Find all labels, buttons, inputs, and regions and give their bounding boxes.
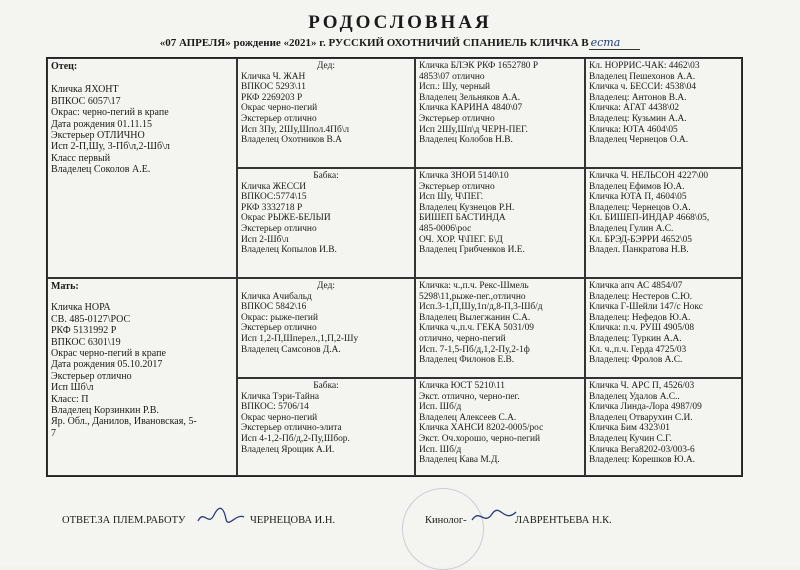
ggp-cell-1 [415, 58, 585, 168]
gb-line: Владелец Ефимов Ю.А. [589, 181, 685, 192]
mother-line: Дата рождения 05.10.2017 [51, 359, 163, 371]
fff-line: Кличка КАРИНА 4840\07 [419, 103, 523, 114]
mff-line: Кличка: ч.,п.ч. Рекс-Шмель [419, 281, 529, 291]
father-line: Дата рождения 01.11.15 [51, 118, 153, 130]
fff-line: Владелец Зельняков А.А. [419, 92, 521, 103]
ffm-line: Владелец Грибченков И.Е. [419, 245, 525, 256]
mmf-line: Кличка ХАНСИ 8202-0005/рос [419, 423, 544, 434]
father-head: Отец: [51, 61, 78, 72]
gc-line: Кличка: п.ч. РУШ 4905/08 [589, 323, 695, 334]
gd-line: Владелец Кучин С.Г. [589, 433, 672, 444]
father-cell [47, 58, 237, 278]
mmf-line: Исп. Шб/д [419, 444, 462, 455]
mm-line: ВПКОС: 5706/14 [241, 402, 309, 413]
father-line: Исп 2-П,Шу, 3-Пб\л,2-Шб\л [51, 141, 170, 153]
ff-line: Окрас черно-пегий [241, 103, 318, 114]
mmf-line: Владелец Алексеев С.А. [419, 412, 517, 423]
fff-line: Владелец Колобов Н.В. [419, 135, 513, 146]
ggp-cell-4 [415, 378, 585, 476]
paternal-grandmother-head: Бабка: [313, 171, 339, 181]
paternal-grandfather-head: Дед: [317, 61, 335, 71]
mf-line: Кличка Ачибальд [241, 291, 312, 302]
gggp-cell-1 [585, 58, 742, 168]
ff-line: Кличка Ч. ЖАН [241, 71, 306, 82]
gd-line: Кличка Вега8202-03/003-6 [589, 444, 695, 455]
ga-line: Кл. НОРРИС-ЧАК: 4462\03 [589, 61, 700, 71]
signature-right-icon [470, 506, 518, 528]
footer-right-name: ЛАВРЕНТЬЕВА Н.К. [515, 515, 612, 526]
fm-line: ВПКОС:5774\15 [241, 192, 307, 203]
gc-line: Владелец: Нестеров С.Ю. [589, 291, 693, 302]
mff-line: отлично, черно-пегий [419, 333, 506, 344]
ga-line: Кличка ч. БЕССИ: 4538\04 [589, 82, 697, 93]
mf-line: ВПКОС 5842\16 [241, 302, 307, 313]
gb-line: Кл. БРЭД-БЭРРИ 4652\05 [589, 234, 692, 245]
ffm-line: Владелец Кузнецов Р.Н. [419, 202, 515, 213]
mother-line: РКФ 5131992 Р [51, 325, 117, 337]
maternal-grandfather-cell [237, 278, 415, 378]
footer-left-label: ОТВЕТ.ЗА ПЛЕМ.РАБОТУ [62, 515, 186, 526]
ga-line: Кличка: ЮТА 4604\05 [589, 124, 678, 135]
mmf-line: Кличка ЮСТ 5210\11 [419, 381, 505, 391]
mother-line: СВ. 485-0127\РОС [51, 313, 131, 325]
fm-line: Окрас РЫЖЕ-БЕЛЫЙ [241, 213, 331, 224]
mother-line: Класс: П [51, 393, 89, 405]
gc-line: Владелец: Фролов А.С. [589, 355, 683, 366]
ga-line: Владелец: Антонов В.А. [589, 92, 687, 103]
mf-line: Владелец Самсонов Д.А. [241, 344, 341, 355]
fff-line: Исп 2Шу,Шп\д ЧЕРН-ПЕГ. [419, 124, 528, 135]
ffm-line: Исп Шу, Ч\ПЕГ. [419, 192, 484, 203]
mmf-line: Владелец Кава М.Д. [419, 455, 500, 466]
mother-cell [47, 278, 237, 476]
father-line: Класс первый [51, 152, 111, 164]
fm-line: Исп 2-Шб\л [241, 234, 289, 245]
gd-line: Кличка Линда-Лора 4987/09 [589, 402, 702, 413]
ff-line: РКФ 2269203 Р [241, 92, 303, 103]
gc-line: Владелец: Нефедов Ю.А. [589, 312, 691, 323]
ga-line: Владелец Пешехонов А.А. [589, 71, 696, 82]
mmf-line: Исп. Шб/д [419, 402, 462, 413]
mother-line: 7 [51, 427, 56, 439]
mff-line: Кличка ч.,п.ч. ГЕКА 5031/09 [419, 323, 534, 334]
mff-line: Владелец Вылегжанин С.А. [419, 312, 531, 323]
gc-line: Кл. ч.,п.ч. Герда 4725/03 [589, 344, 687, 355]
gd-line: Кличка Ч. АРС П, 4526/03 [589, 381, 695, 391]
mff-line: Исп. 7-1,5-Пб/д,1,2-Пу,2-1ф [419, 344, 530, 355]
father-line: Кличка ЯХОНТ [51, 84, 119, 96]
ffm-line: ОЧ. ХОР. Ч\ПЕГ. Б\Д [419, 234, 503, 245]
fff-line: 4853\07 отлично [419, 71, 485, 82]
maternal-grandmother-head: Бабка: [313, 381, 339, 391]
mmf-line: Экст. отлично, черно-пег. [419, 391, 520, 402]
ggp-cell-3 [415, 278, 585, 378]
father-line: ВПКОС 6057\17 [51, 95, 121, 107]
mother-line: Экстерьер отлично [51, 370, 132, 382]
gb-line: Кл. БИШЕП-ИНДАР 4668\05, [589, 213, 710, 224]
mm-line: Кличка Тэри-Тайна [241, 391, 320, 402]
fm-line: РКФ 3332718 Р [241, 202, 303, 213]
gb-line: Владел. Панкратова Н.В. [589, 245, 689, 256]
ga-line: Кличка: АГАТ 4438\02 [589, 103, 680, 114]
mm-line: Экстерьер отлично-элита [241, 423, 342, 434]
mff-line: Владелец Филонов Е.В. [419, 355, 515, 366]
fm-line: Экстерьер отлично [241, 223, 317, 234]
fff-line: Кличка БЛЭК РКФ 1652780 Р [419, 61, 539, 71]
paternal-grandmother-cell [237, 168, 415, 278]
ga-line: Владелец Чернецов О.А. [589, 135, 689, 146]
document-subtitle [0, 36, 800, 49]
ggp-cell-2 [415, 168, 585, 278]
gd-line: Владелец Удалов А.С.. [589, 391, 680, 402]
ff-line: ВПКОС 5293\11 [241, 82, 306, 93]
mother-line: Владелец Корзинкин Р.В. [51, 405, 159, 417]
mm-line: Окрас черно-пегий [241, 412, 318, 423]
fm-line: Кличка ЖЕССИ [241, 181, 306, 192]
mf-line: Экстерьер отлично [241, 323, 317, 334]
mf-line: Исп 1,2-П,Шперел.,1,П,2-Шу [241, 333, 359, 344]
ffm-line: Кличка ЗНОЙ 5140\10 [419, 171, 509, 181]
gc-line: Кличка Г-Шейли 147/с Нокс [589, 302, 703, 313]
ff-line: Исп 3Пу, 2Шу,Шпол.4Пб\л [241, 124, 349, 135]
mother-line: Яр. Обл., Данилов, Ивановская, 5- [51, 416, 197, 428]
subtitle-text: «07 АПРЕЛЯ» рождение «2021» г. РУССКИЙ ОХОТНИЧИЙ СПАНИЕЛЬ КЛИЧКА В [159, 37, 589, 49]
mother-line: Окрас черно-пегий в крапе [51, 348, 166, 360]
mm-line: Владелец Ярощик А.И. [241, 444, 335, 455]
gggp-cell-2 [585, 168, 742, 278]
mmf-line: Экст. Оч.хорошо, черно-пегий [419, 433, 541, 444]
gb-line: Владелец: Чернецов О.А. [589, 202, 691, 213]
footer-right-label: Кинолог- [425, 515, 467, 526]
gggp-cell-3 [585, 278, 742, 378]
father-line: Владелец Соколов А.Е. [51, 164, 151, 176]
gb-line: Кличка Ч. НЕЛЬСОН 4227\00 [589, 171, 709, 181]
fff-line: Исп.: Шу, черный [419, 82, 491, 93]
gd-line: Владелец: Корешков Ю.А. [589, 455, 695, 466]
ff-line: Владелец Охотников В.А [241, 135, 342, 146]
father-line: Окрас: черно-пегий в крапе [51, 107, 169, 119]
stamp-icon [402, 488, 484, 570]
gd-line: Владелец Отварухин С.И. [589, 412, 693, 423]
maternal-grandmother-cell [237, 378, 415, 476]
mother-line: ВПКОС 6301\19 [51, 336, 121, 348]
mother-line: Исп Шб\л [51, 382, 94, 394]
gc-line: Владелец: Туркин А.А. [589, 333, 682, 344]
gd-line: Кличка Бим 4323\01 [589, 423, 670, 434]
father-line: Экстерьер ОТЛИЧНО [51, 130, 145, 142]
pedigree-grid [46, 57, 743, 477]
signature-left-icon [196, 505, 246, 529]
document-title: РОДОСЛОВНАЯ [308, 12, 492, 33]
ga-line: Владелец: Кузьмин А.А. [589, 113, 687, 124]
gb-line: Кличка ЮТА П, 4604\05 [589, 192, 687, 203]
ff-line: Экстерьер отлично [241, 113, 317, 124]
maternal-grandfather-head: Дед: [317, 281, 335, 291]
mf-line: Окрас: рыже-пегий [241, 312, 318, 323]
gb-line: Владелец Гулин А.С. [589, 223, 674, 234]
handwritten-name: еста [589, 36, 641, 50]
paternal-grandfather-cell [237, 58, 415, 168]
fm-line: Владелец Копылов И.В. [241, 245, 337, 256]
mff-line: Исп.3-1,П,Шу,1п/д,8-П,3-Шб/д [419, 302, 543, 313]
footer-left [62, 515, 185, 526]
gggp-cell-4 [585, 378, 742, 476]
ffm-line: БИШЕП БАСТИНДА [419, 213, 506, 224]
mm-line: Исп 4-1,2-Пб/д,2-Пу,Шбор. [241, 433, 350, 444]
gc-line: Кличка апч АС 4854/07 [589, 281, 683, 291]
ffm-line: Экстерьер отлично [419, 181, 495, 192]
mff-line: 5298\11,рыже-пег.,отлично [419, 291, 526, 302]
mother-head: Мать: [51, 281, 79, 292]
ffm-line: 485-0006\рос [419, 223, 472, 234]
mother-line: Кличка НОРА [51, 302, 111, 314]
fff-line: Экстерьер отлично [419, 113, 495, 124]
footer-left-name: ЧЕРНЕЦОВА И.Н. [250, 515, 336, 526]
